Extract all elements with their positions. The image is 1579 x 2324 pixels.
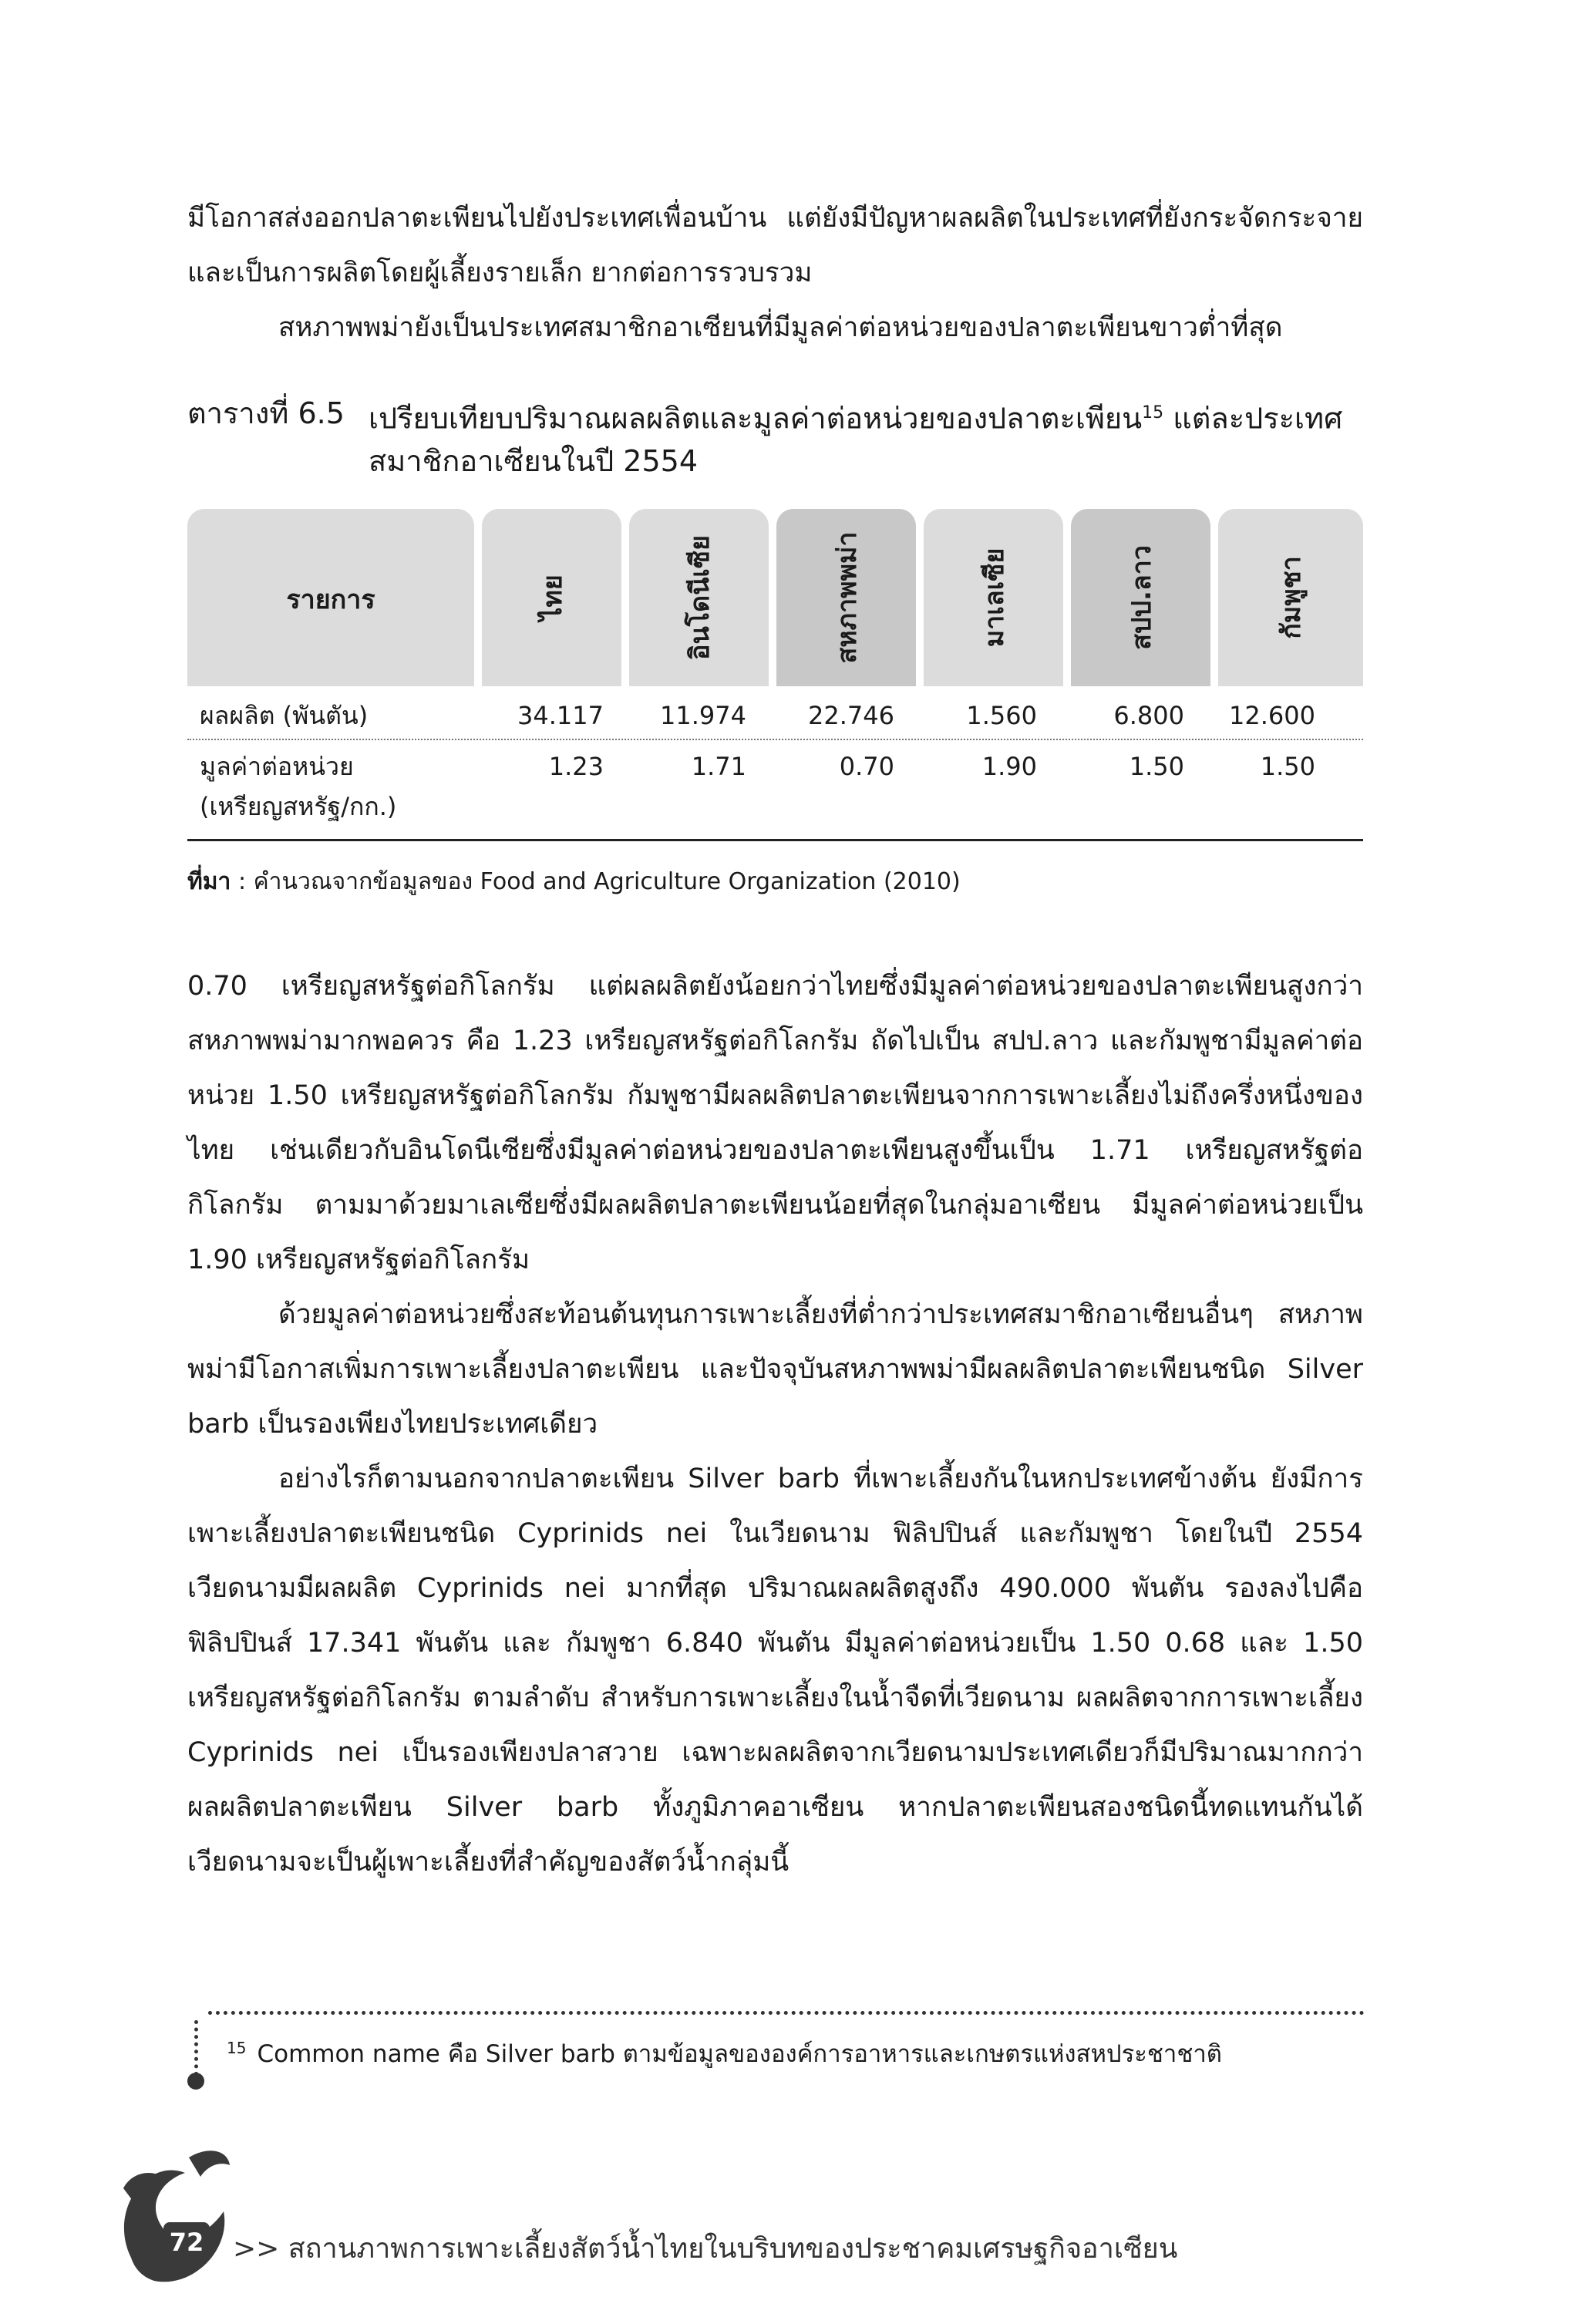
cell-value: 1.50 [1260, 752, 1315, 781]
header-country-myanmar: สหภาพพม่า [776, 509, 916, 686]
cell-value: 34.117 [517, 701, 604, 730]
table-header [187, 509, 1363, 686]
paragraph-comparison: 0.70 เหรียญสหรัฐต่อกิโลกรัม แต่ผลผลิตยังน้อยกว่าไทยซึ่งมีมูลค่าต่อหน่วยของปลาตะเพียนสูงกว่าสหภาพพม่ามากพอควร คือ 1.23 เหรียญสหรัฐต่อกิโลกรัม ถัดไปเป็น สปป.ลาว และกัมพูชามีมูลค่าต่อหน่วย 1.50 เหรียญสหรัฐต่อกิโลกรัม กัมพูชามีผลผลิตปลาตะเพียนจากการเพาะเลี้ยงไม่ถึงครึ่งหนึ่งของไทย เช่นเดียวกับอินโดนีเซียซึ่งมีมูลค่าต่อหน่วยของปลาตะเพียนสูงขึ้นเป็น 1.71 เหรียญสหรัฐต่อกิโลกรัม ตามมาด้วยมาเลเซียซึ่งมีผลผลิตปลาตะเพียนน้อยที่สุดในกลุ่มอาเซียน มีมูลค่าต่อหน่วยเป็น 1.90 เหรียญสหรัฐต่อกิโลกรัม [187, 971, 1363, 1275]
row-label-unit: (เหรียญสหรัฐ/กก.) [200, 792, 397, 821]
table-bottom-rule [187, 839, 1363, 841]
table-source: ที่มา : คำนวณจากข้อมูลของ Food and Agriculture Organization (2010) [187, 868, 961, 895]
table-row [187, 697, 1363, 736]
page-number: 72 [169, 2228, 204, 2257]
table-title-line2: สมาชิกอาเซียนในปี 2554 [369, 444, 698, 478]
footnote-text: Common name คือ Silver barb ตามข้อมูลขององค์การอาหารและเกษตรแห่งสหประชาชาติ [257, 2040, 1222, 2068]
cell-value: 1.560 [966, 701, 1037, 730]
table-title-line1: เปรียบเทียบปริมาณผลผลิตและมูลค่าต่อหน่วยของปลาตะเพียน$^{15}$ แต่ละประเทศ [369, 401, 1343, 436]
cell-value: 1.50 [1129, 752, 1184, 781]
paragraph-cyprinids: อย่างไรก็ตามนอกจากปลาตะเพียน Silver barb ที่เพาะเลี้ยงกันในหกประเทศข้างต้น ยังมีการเพาะเลี้ยงปลาตะเพียนชนิด Cyprinids nei ในเวียดนาม ฟิลิปปินส์ และกัมพูชา โดยในปี 2554 เวียดนามมีผลผลิต Cyprinids nei มากที่สุด ปริมาณผลผลิตสูงถึง 490.000 พันตัน รองลงไปคือ ฟิลิปปินส์ 17.341 พันตัน และ กัมพูชา 6.840 พันตัน มีมูลค่าต่อหน่วยเป็น 1.50 0.68 และ 1.50 เหรียญสหรัฐต่อกิโลกรัม ตามลำดับ สำหรับการเพาะเลี้ยงในน้ำจืดที่เวียดนาม ผลผลิตจากการเพาะเลี้ยง Cyprinids nei เป็นรองเพียงปลาสวาย เฉพาะผลผลิตจากเวียดนามประเทศเดียวก็มีปริมาณมากกว่าผลผลิตปลาตะเพียน Silver barb ทั้งภูมิภาคอาเซียน หากปลาตะเพียนสองชนิดนี้ทดแทนกันได้ เวียดนามจะเป็นผู้เพาะเลี้ยงที่สำคัญของสัตว์น้ำกลุ่มนี้ [187, 1463, 1363, 1878]
paragraph-myanmar: สหภาพพม่ายังเป็นประเทศสมาชิกอาเซียนที่มีมูลค่าต่อหน่วยของปลาตะเพียนขาวต่ำที่สุด [278, 312, 1283, 343]
header-item: รายการ [187, 509, 474, 686]
paragraph-intro: มีโอกาสส่งออกปลาตะเพียนไปยังประเทศเพื่อนบ้าน แต่ยังมีปัญหาผลผลิตในประเทศที่ยังกระจัดกระจายและเป็นการผลิตโดยผู้เลี้ยงรายเล็ก ยากต่อการรวบรวม [187, 203, 1363, 288]
footnote-separator [208, 2011, 1365, 2015]
header-country-thailand: ไทย [482, 509, 621, 686]
footnote-number: 15 [227, 2038, 247, 2057]
footnote [227, 2034, 1222, 2073]
footnote-ref: 15 [1142, 403, 1164, 423]
running-title: >> สถานภาพการเพาะเลี้ยงสัตว์น้ำไทยในบริบทของประชาคมเศรษฐกิจอาเซียน [233, 2233, 1178, 2265]
row-label: ผลผลิต (พันตัน) [200, 701, 369, 730]
fish-logo-icon [116, 2142, 231, 2289]
cell-value: 1.90 [981, 752, 1037, 781]
row-divider [187, 739, 1363, 740]
cell-value: 1.71 [691, 752, 746, 781]
header-country-laos: สปป.ลาว [1071, 509, 1210, 686]
cell-value: 12.600 [1229, 701, 1315, 730]
header-country-indonesia: อินโดนีเซีย [629, 509, 769, 686]
header-country-cambodia: กัมพูชา [1218, 509, 1363, 686]
header-country-malaysia: มาเลเซีย [924, 509, 1063, 686]
paragraph-cost: ด้วยมูลค่าต่อหน่วยซึ่งสะท้อนต้นทุนการเพาะเลี้ยงที่ต่ำกว่าประเทศสมาชิกอาเซียนอื่นๆ สหภาพพม่ามีโอกาสเพิ่มการเพาะเลี้ยงปลาตะเพียน และปัจจุบันสหภาพพม่ามีผลผลิตปลาตะเพียนชนิด Silver barb เป็นรองเพียงไทยประเทศเดียว [187, 1299, 1363, 1440]
footnote-bullet [187, 2073, 204, 2090]
table-label: ตารางที่ 6.5 [187, 396, 345, 430]
cell-value: 11.974 [660, 701, 746, 730]
cell-value: 6.800 [1113, 701, 1184, 730]
table-row [187, 748, 1363, 833]
cell-value: 22.746 [808, 701, 894, 730]
row-label: มูลค่าต่อหน่วย [200, 752, 354, 781]
cell-value: 0.70 [839, 752, 894, 781]
footnote-separator-vertical [194, 2020, 198, 2076]
cell-value: 1.23 [548, 752, 604, 781]
